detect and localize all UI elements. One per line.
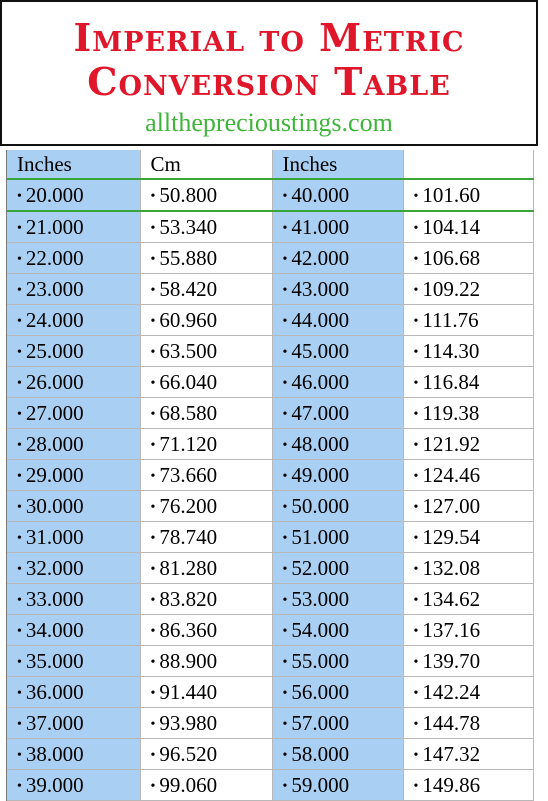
cell-value: 44.000 [291,307,350,332]
cell-value: 59.000 [291,772,350,797]
table-row [7,398,533,429]
cell-value: 104.14 [422,214,481,239]
table-cell-cm-value [403,460,533,491]
title-banner [0,0,538,146]
cell-value: 60.960 [159,307,218,332]
cell-value: 39.000 [25,772,84,797]
cell-value: 38.000 [25,741,84,766]
bullet-icon: • [413,437,419,453]
cell-value: 68.580 [159,400,218,425]
cell-value: 144.78 [422,710,481,735]
cell-value: 24.000 [25,307,84,332]
bullet-icon: • [150,530,156,546]
bullet-icon: • [282,468,288,484]
table-row [7,646,533,677]
bullet-icon: • [17,375,22,391]
table-cell-cm-value [403,708,533,739]
conversion-table-wrapper [6,150,533,801]
bullet-icon: • [413,530,419,546]
cell-value: 40.000 [291,182,350,207]
cell-value: 58.420 [159,276,218,301]
bullet-icon: • [150,623,156,639]
cell-value: 37.000 [25,710,84,735]
bullet-icon: • [413,499,419,515]
cell-value: 51.000 [291,524,350,549]
table-cell-cm-value [403,615,533,646]
bullet-icon: • [282,778,288,794]
table-cell-inches-value [7,522,140,553]
bullet-icon: • [282,530,288,546]
table-row [7,522,533,553]
table-cell-cm-value [140,739,272,770]
bullet-icon: • [150,778,156,794]
table-cell-inches-value [272,336,403,367]
table-cell-cm-value [403,211,533,243]
table-cell-inches-value [7,491,140,522]
bullet-icon: • [413,468,419,484]
table-cell-inches-value [272,770,403,801]
cell-value: 27.000 [25,400,84,425]
bullet-icon: • [282,282,288,298]
page-title [2,16,536,104]
table-cell-inches-value [7,429,140,460]
bullet-icon: • [17,313,22,329]
cell-value: 35.000 [25,648,84,673]
column-header-inches-2: Inches [272,150,403,179]
bullet-icon: • [17,437,22,453]
bullet-icon: • [413,778,419,794]
table-cell-cm-value [403,367,533,398]
table-cell-cm-value [403,179,533,211]
bullet-icon: • [150,592,156,608]
table-row [7,770,533,801]
table-cell-inches-value [7,274,140,305]
cell-value: 66.040 [159,369,218,394]
table-cell-inches-value [7,646,140,677]
bullet-icon: • [17,623,22,639]
table-cell-inches-value [272,211,403,243]
bullet-icon: • [413,406,419,422]
cell-value: 96.520 [159,741,218,766]
table-cell-inches-value [7,553,140,584]
table-cell-inches-value [272,367,403,398]
title-line-1: Imperial to Metric [73,15,465,60]
table-row [7,179,533,211]
cell-value: 88.900 [159,648,218,673]
cell-value: 58.000 [291,741,350,766]
bullet-icon: • [282,188,288,204]
bullet-icon: • [282,406,288,422]
table-cell-cm-value [403,770,533,801]
cell-value: 99.060 [159,772,218,797]
bullet-icon: • [150,220,156,236]
table-cell-cm-value [403,336,533,367]
table-cell-inches-value [272,274,403,305]
cell-value: 76.200 [159,493,218,518]
cell-value: 41.000 [291,214,350,239]
table-cell-inches-value [7,336,140,367]
cell-value: 73.660 [159,462,218,487]
cell-value: 121.92 [422,431,481,456]
cell-value: 71.120 [159,431,218,456]
cell-value: 46.000 [291,369,350,394]
table-cell-cm-value [140,677,272,708]
bullet-icon: • [150,437,156,453]
table-cell-cm-value [403,243,533,274]
bullet-icon: • [282,685,288,701]
bullet-icon: • [17,561,22,577]
table-cell-inches-value [272,460,403,491]
table-cell-inches-value [272,179,403,211]
table-cell-inches-value [7,367,140,398]
cell-value: 42.000 [291,245,350,270]
table-cell-inches-value [272,615,403,646]
cell-value: 50.800 [159,182,218,207]
table-row [7,243,533,274]
bullet-icon: • [282,561,288,577]
bullet-icon: • [150,716,156,732]
cell-value: 56.000 [291,679,350,704]
table-row [7,491,533,522]
bullet-icon: • [150,344,156,360]
cell-value: 33.000 [25,586,84,611]
table-row [7,367,533,398]
bullet-icon: • [150,313,156,329]
table-row [7,429,533,460]
table-cell-cm-value [403,646,533,677]
table-cell-inches-value [272,646,403,677]
bullet-icon: • [413,313,419,329]
cell-value: 134.62 [422,586,481,611]
site-url: alltheprecioustings.com [145,108,393,137]
bullet-icon: • [282,623,288,639]
table-cell-inches-value [7,460,140,491]
bullet-icon: • [150,561,156,577]
bullet-icon: • [413,375,419,391]
table-cell-cm-value [403,398,533,429]
cell-value: 55.000 [291,648,350,673]
bullet-icon: • [17,406,22,422]
table-cell-inches-value [272,708,403,739]
table-cell-inches-value [7,305,140,336]
table-row [7,211,533,243]
cell-value: 106.68 [422,245,481,270]
bullet-icon: • [282,499,288,515]
table-cell-inches-value [7,708,140,739]
cell-value: 26.000 [25,369,84,394]
table-cell-inches-value [7,615,140,646]
bullet-icon: • [413,623,419,639]
bullet-icon: • [17,592,22,608]
bullet-icon: • [17,778,22,794]
cell-value: 132.08 [422,555,481,580]
bullet-icon: • [150,747,156,763]
cell-value: 47.000 [291,400,350,425]
bullet-icon: • [413,282,419,298]
table-cell-cm-value [140,615,272,646]
bullet-icon: • [17,344,22,360]
title-line-2: Conversion Table [87,59,451,104]
bullet-icon: • [413,220,419,236]
cell-value: 53.340 [159,214,218,239]
bullet-icon: • [150,654,156,670]
table-cell-cm-value [140,179,272,211]
table-cell-cm-value [140,522,272,553]
cell-value: 25.000 [25,338,84,363]
cell-value: 29.000 [25,462,84,487]
table-cell-cm-value [140,491,272,522]
cell-value: 48.000 [291,431,350,456]
bullet-icon: • [413,685,419,701]
bullet-icon: • [150,406,156,422]
table-cell-cm-value [403,584,533,615]
cell-value: 28.000 [25,431,84,456]
table-cell-cm-value [140,211,272,243]
table-cell-inches-value [7,398,140,429]
table-cell-inches-value [272,677,403,708]
table-cell-cm-value [140,770,272,801]
cell-value: 114.30 [422,338,480,363]
bullet-icon: • [17,685,22,701]
bullet-icon: • [282,716,288,732]
bullet-icon: • [282,251,288,267]
cell-value: 57.000 [291,710,350,735]
table-cell-cm-value [140,584,272,615]
table-cell-cm-value [403,739,533,770]
bullet-icon: • [413,188,419,204]
bullet-icon: • [17,747,22,763]
bullet-icon: • [413,654,419,670]
table-cell-cm-value [140,553,272,584]
cell-value: 54.000 [291,617,350,642]
cell-value: 124.46 [422,462,481,487]
table-cell-inches-value [272,584,403,615]
table-cell-inches-value [272,429,403,460]
bullet-icon: • [413,561,419,577]
conversion-table [7,150,534,801]
bullet-icon: • [150,499,156,515]
bullet-icon: • [150,685,156,701]
bullet-icon: • [282,654,288,670]
cell-value: 86.360 [159,617,218,642]
cell-value: 137.16 [422,617,481,642]
bullet-icon: • [17,499,22,515]
table-cell-inches-value [272,522,403,553]
bullet-icon: • [150,251,156,267]
bullet-icon: • [282,747,288,763]
table-cell-inches-value [272,398,403,429]
cell-value: 55.880 [159,245,218,270]
table-cell-cm-value [140,305,272,336]
table-row [7,553,533,584]
bullet-icon: • [17,530,22,546]
table-cell-inches-value [272,491,403,522]
bullet-icon: • [282,220,288,236]
bullet-icon: • [282,437,288,453]
cell-value: 83.820 [159,586,218,611]
table-row [7,584,533,615]
column-header-inches-1: Inches [7,150,140,179]
bullet-icon: • [17,282,22,298]
bullet-icon: • [413,747,419,763]
table-cell-inches-value [7,179,140,211]
cell-value: 50.000 [291,493,350,518]
bullet-icon: • [17,188,22,204]
table-row [7,708,533,739]
bullet-icon: • [17,716,22,732]
bullet-icon: • [413,251,419,267]
table-cell-inches-value [272,739,403,770]
table-row [7,677,533,708]
cell-value: 129.54 [422,524,481,549]
bullet-icon: • [17,220,22,236]
cell-value: 119.38 [422,400,480,425]
cell-value: 20.000 [25,182,84,207]
table-cell-cm-value [403,677,533,708]
table-cell-cm-value [140,460,272,491]
cell-value: 23.000 [25,276,84,301]
table-cell-inches-value [272,243,403,274]
table-cell-cm-value [140,367,272,398]
column-header-cm-2 [403,150,533,179]
bullet-icon: • [150,468,156,484]
cell-value: 127.00 [422,493,481,518]
column-header-cm-1: Cm [140,150,272,179]
cell-value: 139.70 [422,648,481,673]
cell-value: 21.000 [25,214,84,239]
cell-value: 116.84 [422,369,480,394]
bullet-icon: • [17,654,22,670]
table-cell-inches-value [7,770,140,801]
table-cell-inches-value [7,211,140,243]
table-cell-cm-value [403,491,533,522]
table-cell-cm-value [403,305,533,336]
bullet-icon: • [282,592,288,608]
bullet-icon: • [282,344,288,360]
bullet-icon: • [150,375,156,391]
cell-value: 32.000 [25,555,84,580]
table-cell-inches-value [7,243,140,274]
table-cell-cm-value [140,243,272,274]
bullet-icon: • [282,313,288,329]
cell-value: 101.60 [422,182,481,207]
cell-value: 81.280 [159,555,218,580]
cell-value: 53.000 [291,586,350,611]
table-cell-inches-value [7,584,140,615]
table-cell-cm-value [403,429,533,460]
cell-value: 111.76 [422,307,479,332]
cell-value: 109.22 [422,276,481,301]
bullet-icon: • [150,282,156,298]
table-cell-cm-value [403,274,533,305]
cell-value: 30.000 [25,493,84,518]
table-cell-inches-value [7,677,140,708]
table-row [7,615,533,646]
table-cell-cm-value [403,522,533,553]
table-body [7,179,533,801]
cell-value: 22.000 [25,245,84,270]
cell-value: 36.000 [25,679,84,704]
table-cell-cm-value [140,708,272,739]
bullet-icon: • [282,375,288,391]
table-cell-cm-value [403,553,533,584]
table-cell-cm-value [140,398,272,429]
cell-value: 31.000 [25,524,84,549]
bullet-icon: • [413,344,419,360]
bullet-icon: • [413,592,419,608]
cell-value: 147.32 [422,741,481,766]
table-cell-cm-value [140,336,272,367]
table-row [7,739,533,770]
table-cell-inches-value [272,305,403,336]
table-header-row [7,150,533,179]
cell-value: 52.000 [291,555,350,580]
table-cell-inches-value [7,739,140,770]
table-row [7,274,533,305]
cell-value: 142.24 [422,679,481,704]
cell-value: 78.740 [159,524,218,549]
table-cell-cm-value [140,274,272,305]
cell-value: 91.440 [159,679,218,704]
table-row [7,460,533,491]
table-row [7,336,533,367]
cell-value: 34.000 [25,617,84,642]
table-cell-cm-value [140,429,272,460]
cell-value: 43.000 [291,276,350,301]
cell-value: 49.000 [291,462,350,487]
cell-value: 149.86 [422,772,481,797]
table-cell-inches-value [272,553,403,584]
cell-value: 93.980 [159,710,218,735]
cell-value: 45.000 [291,338,350,363]
cell-value: 63.500 [159,338,218,363]
table-cell-cm-value [140,646,272,677]
bullet-icon: • [413,716,419,732]
table-row [7,305,533,336]
bullet-icon: • [150,188,156,204]
bullet-icon: • [17,468,22,484]
bullet-icon: • [17,251,22,267]
